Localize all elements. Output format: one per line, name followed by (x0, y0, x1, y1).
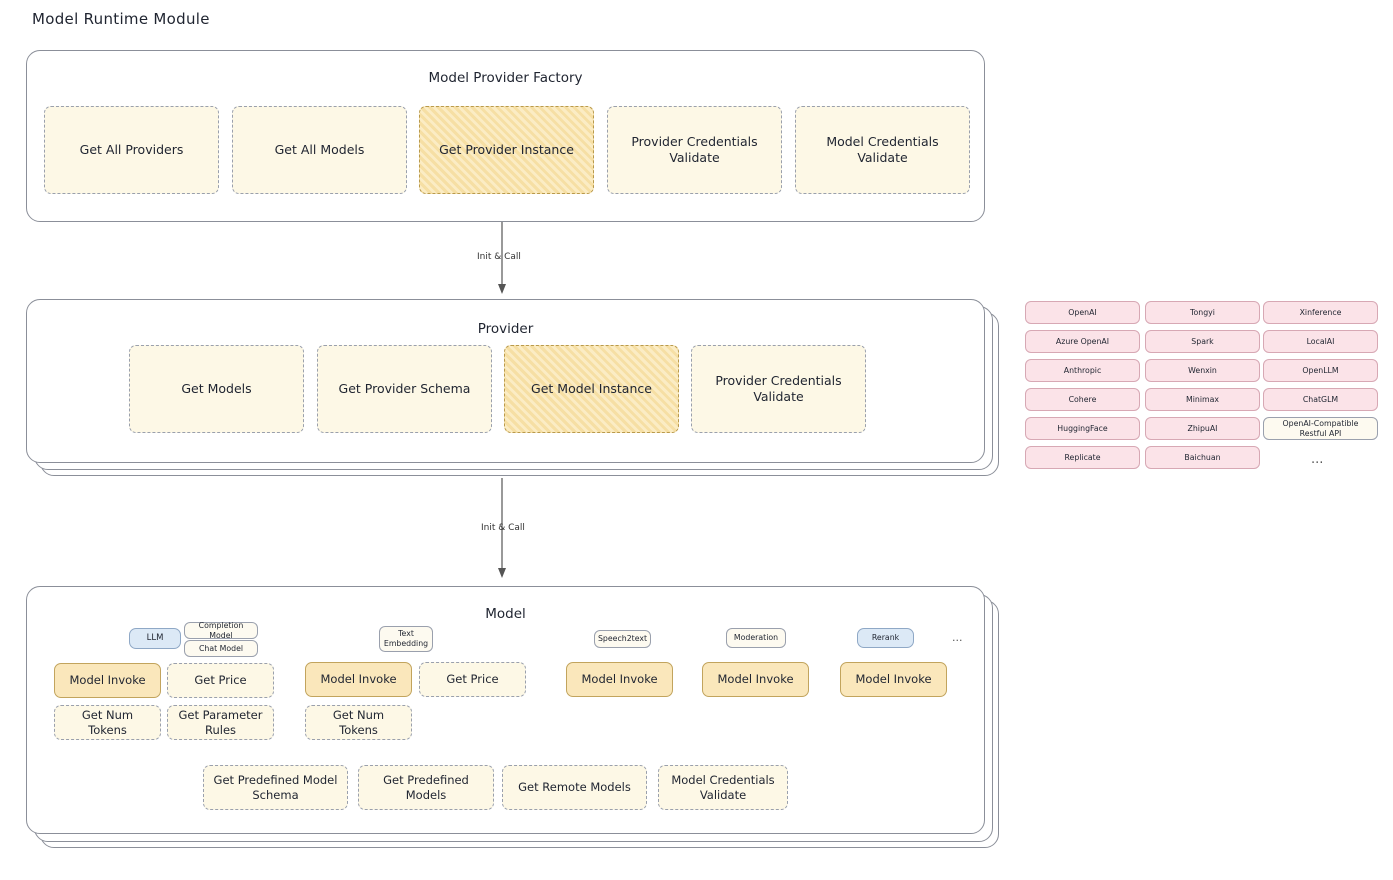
model-type-llm[interactable] (129, 628, 181, 649)
model-type-moderation[interactable] (726, 628, 786, 648)
chip-label: ChatGLM (1302, 394, 1339, 404)
chip-label: Moderation (733, 633, 779, 643)
provider-chip-wenxin[interactable] (1145, 359, 1260, 382)
node-get-provider-instance[interactable] (419, 106, 594, 194)
node-label: Get Num Tokens (81, 708, 134, 737)
node-get-models[interactable] (129, 345, 304, 433)
node-get-all-models[interactable] (232, 106, 407, 194)
chip-label: Minimax (1186, 394, 1219, 404)
node-label: Model Invoke (717, 672, 794, 687)
node-label: Model Invoke (581, 672, 658, 687)
node-embedding-model-invoke[interactable] (305, 662, 412, 697)
node-get-all-providers[interactable] (44, 106, 219, 194)
node-label: Get Provider Instance (439, 142, 574, 158)
page-title: Model Runtime Module (32, 10, 210, 28)
provider-chip-huggingface[interactable] (1025, 417, 1140, 440)
node-rerank-model-invoke[interactable] (840, 662, 947, 697)
chip-label: OpenAI-Compatible Restful API (1282, 418, 1359, 438)
provider-title: Provider (477, 321, 534, 337)
provider-chip-chatglm[interactable] (1263, 388, 1378, 411)
node-label: Get Price (446, 672, 499, 687)
node-label: Get Model Instance (531, 381, 652, 397)
node-label: Get Predefined Models (383, 773, 469, 802)
provider-chip-openai[interactable] (1025, 301, 1140, 324)
node-llm-get-price[interactable] (167, 663, 274, 698)
node-get-remote-models[interactable] (502, 765, 647, 810)
node-get-predefined-models[interactable] (358, 765, 494, 810)
model-type-completion-model[interactable] (184, 622, 258, 639)
provider-chip-tongyi[interactable] (1145, 301, 1260, 324)
node-label: Get Num Tokens (332, 708, 385, 737)
chip-label: HuggingFace (1057, 423, 1108, 433)
provider-chip-baichuan[interactable] (1145, 446, 1260, 469)
node-label: Model Credentials Validate (826, 134, 939, 165)
provider-list-more: ... (1311, 452, 1324, 467)
node-model-credentials-validate[interactable] (795, 106, 970, 194)
chip-label: OpenLLM (1302, 365, 1339, 375)
node-embedding-get-num-tokens[interactable] (305, 705, 412, 740)
node-label: Model Invoke (320, 672, 397, 687)
provider-chip-xinference[interactable] (1263, 301, 1378, 324)
model-type-rerank[interactable] (857, 628, 914, 648)
chip-label: Speech2text (597, 634, 648, 644)
chip-label: Xinference (1299, 307, 1342, 317)
model-types-more: ... (952, 631, 963, 644)
node-label: Get Predefined Model Schema (213, 773, 338, 802)
node-embedding-get-price[interactable] (419, 662, 526, 697)
provider-chip-cohere[interactable] (1025, 388, 1140, 411)
provider-chip-localai[interactable] (1263, 330, 1378, 353)
arrow-label-init-call-1: Init & Call (477, 252, 521, 262)
chip-label: Chat Model (198, 643, 244, 653)
node-get-provider-schema[interactable] (317, 345, 492, 433)
node-label: Provider Credentials Validate (631, 134, 758, 165)
chip-label: Wenxin (1188, 365, 1217, 375)
node-label: Provider Credentials Validate (715, 373, 842, 404)
node-label: Get All Providers (79, 142, 184, 158)
node-provider-credentials-validate-2[interactable] (691, 345, 866, 433)
chip-label: Anthropic (1063, 365, 1102, 375)
model-type-chat-model[interactable] (184, 640, 258, 657)
chip-label: Tongyi (1190, 307, 1215, 317)
chip-label: Cohere (1068, 394, 1097, 404)
chip-label: Replicate (1064, 452, 1101, 462)
node-llm-get-parameter-rules[interactable] (167, 705, 274, 740)
arrow-label-init-call-2: Init & Call (481, 523, 525, 533)
chip-label: Completion Model (198, 620, 244, 640)
node-get-predefined-model-schema[interactable] (203, 765, 348, 810)
node-provider-credentials-validate[interactable] (607, 106, 782, 194)
provider-chip-minimax[interactable] (1145, 388, 1260, 411)
node-label: Model Invoke (69, 673, 146, 688)
node-llm-model-invoke[interactable] (54, 663, 161, 698)
provider-chip-zhipuai[interactable] (1145, 417, 1260, 440)
node-speech2text-model-invoke[interactable] (566, 662, 673, 697)
chip-label: LocalAI (1306, 336, 1335, 346)
node-label: Model Credentials Validate (671, 773, 775, 802)
node-label: Get Provider Schema (338, 381, 471, 397)
model-title: Model (485, 606, 526, 622)
provider-chip-openai-compatible[interactable] (1263, 417, 1378, 440)
chip-label: OpenAI (1068, 307, 1097, 317)
node-label: Get Remote Models (518, 780, 631, 795)
chip-label: Text Embedding (383, 629, 429, 648)
provider-chip-anthropic[interactable] (1025, 359, 1140, 382)
chip-label: Baichuan (1184, 452, 1221, 462)
node-moderation-model-invoke[interactable] (702, 662, 809, 697)
chip-label: ZhipuAI (1187, 423, 1218, 433)
node-label: Get Price (194, 673, 247, 688)
node-label: Model Invoke (855, 672, 932, 687)
model-type-text-embedding[interactable] (379, 626, 433, 652)
provider-chip-spark[interactable] (1145, 330, 1260, 353)
provider-chip-replicate[interactable] (1025, 446, 1140, 469)
node-label: Get Models (181, 381, 252, 397)
provider-chip-openllm[interactable] (1263, 359, 1378, 382)
node-label: Get All Models (274, 142, 365, 158)
node-get-model-instance[interactable] (504, 345, 679, 433)
chip-label: LLM (146, 633, 164, 644)
model-type-speech2text[interactable] (594, 630, 651, 648)
model-provider-factory-title: Model Provider Factory (428, 70, 583, 86)
chip-label: Azure OpenAI (1055, 336, 1110, 346)
node-model-credentials-validate-2[interactable] (658, 765, 788, 810)
provider-chip-azure-openai[interactable] (1025, 330, 1140, 353)
node-label: Get Parameter Rules (178, 708, 263, 737)
node-llm-get-num-tokens[interactable] (54, 705, 161, 740)
chip-label: Rerank (871, 633, 900, 643)
chip-label: Spark (1191, 336, 1214, 346)
